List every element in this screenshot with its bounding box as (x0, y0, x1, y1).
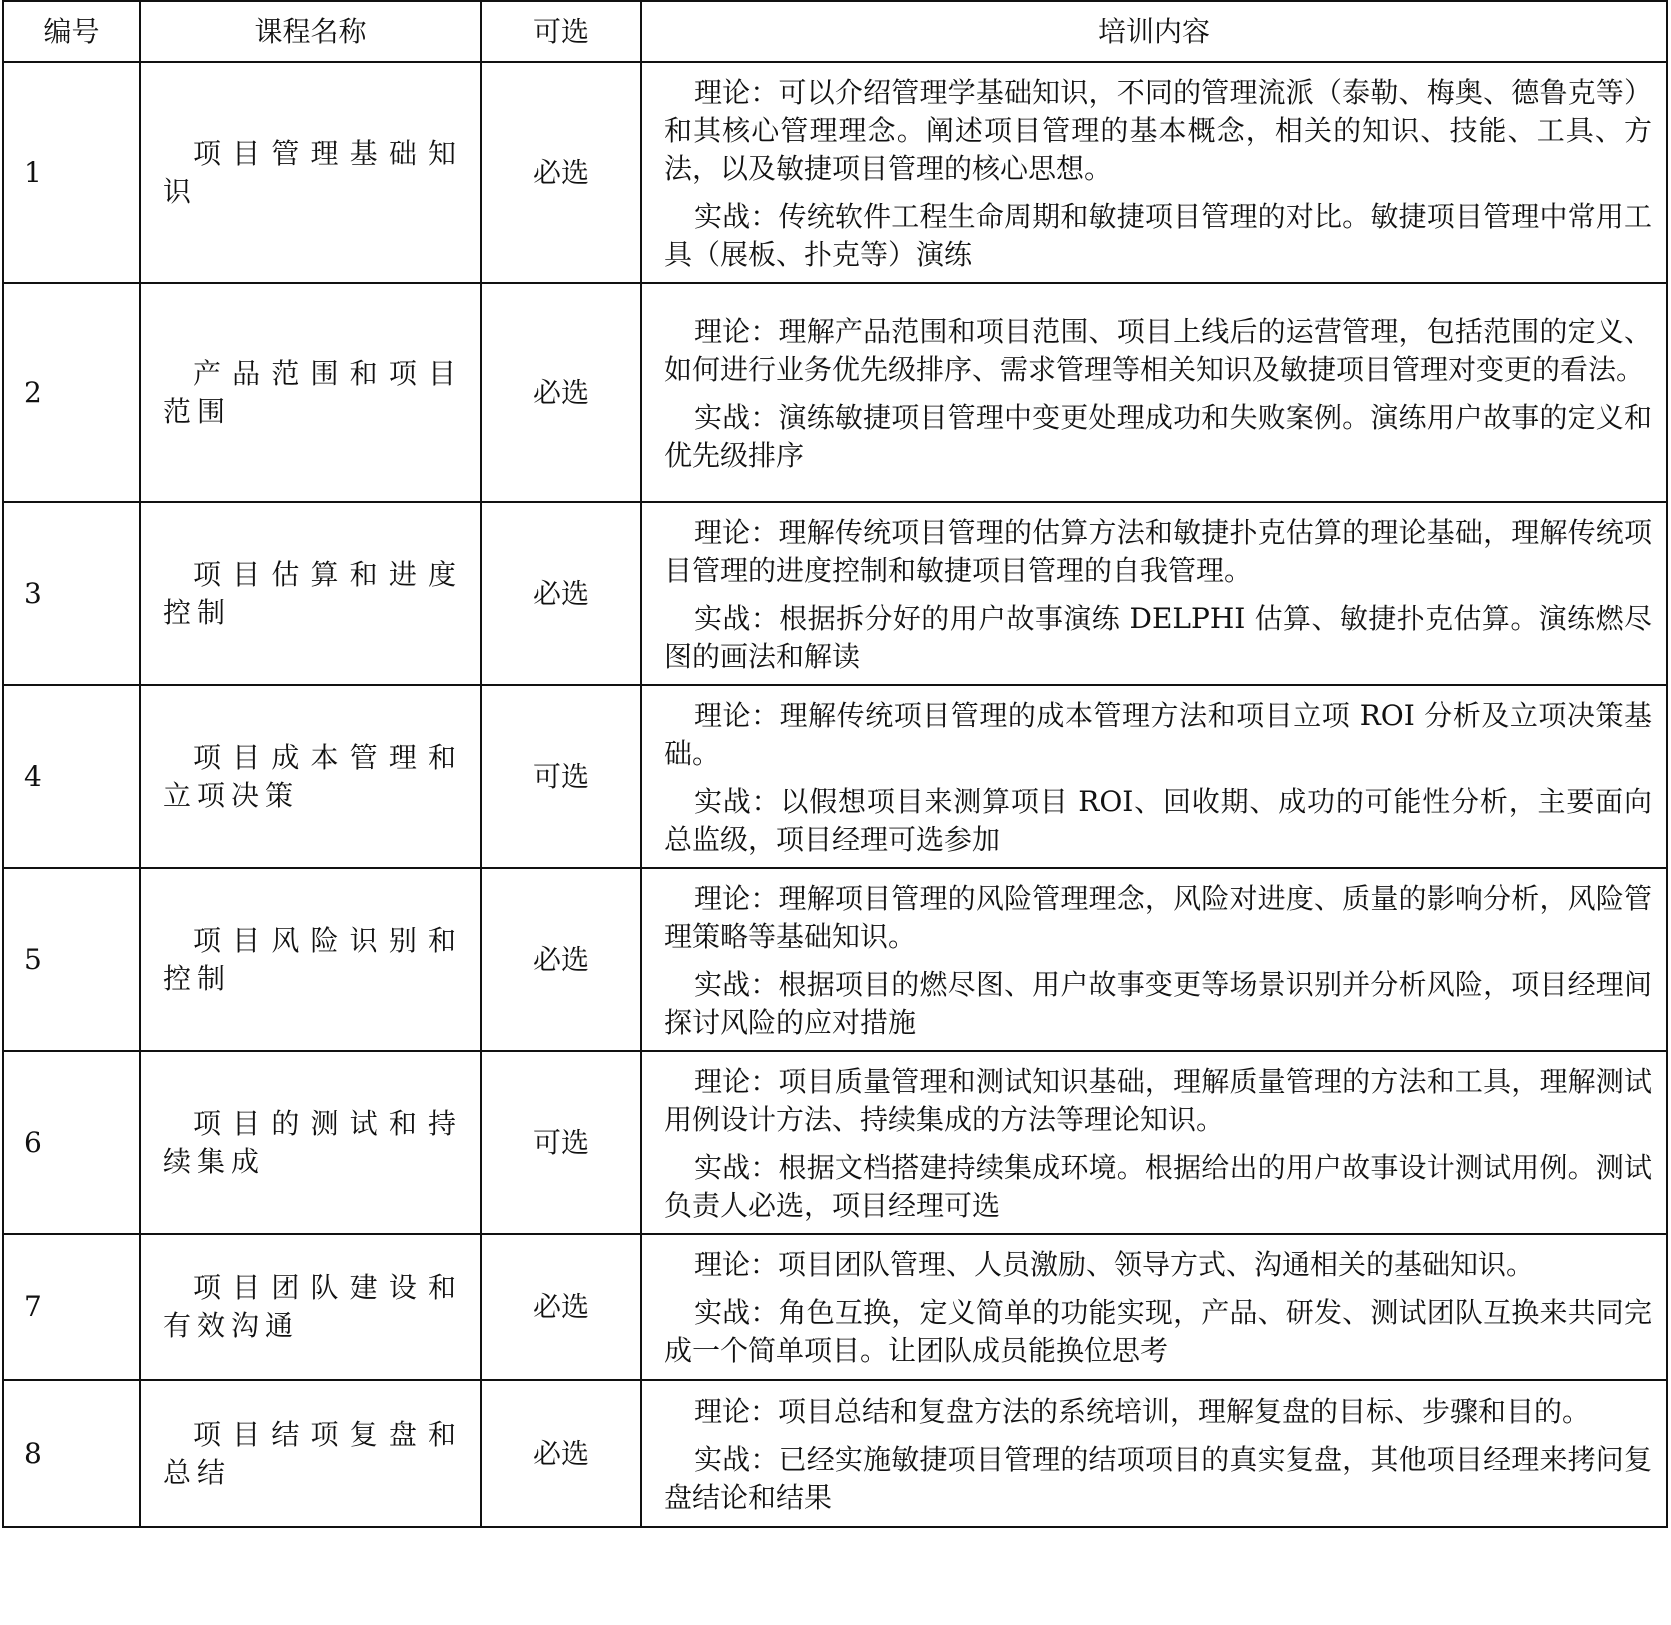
course-name: 产品范围和项目范围 (140, 283, 481, 502)
table-row (3, 1380, 1667, 1527)
row-number: 1 (3, 62, 140, 283)
table-row (3, 1234, 1667, 1380)
course-optional: 必选 (481, 1234, 641, 1380)
theory-text: 理论：理解传统项目管理的成本管理方法和项目立项 ROI 分析及立项决策基础。 (664, 698, 1652, 770)
theory-text: 理论：理解传统项目管理的估算方法和敏捷扑克估算的理论基础，理解传统项目管理的进度控制和敏捷项目管理的自我管理。 (664, 515, 1652, 587)
course-content (641, 62, 1667, 283)
practice-text: 实战：演练敏捷项目管理中变更处理成功和失败案例。演练用户故事的定义和优先级排序 (664, 400, 1652, 472)
table-row (3, 1051, 1667, 1234)
practice-text: 实战：传统软件工程生命周期和敏捷项目管理的对比。敏捷项目管理中常用工具（展板、扑克等）演练 (664, 199, 1652, 271)
header-content: 培训内容 (641, 1, 1667, 62)
course-name: 项目结项复盘和总结 (140, 1380, 481, 1527)
course-optional: 可选 (481, 1051, 641, 1234)
practice-text: 实战：根据文档搭建持续集成环境。根据给出的用户故事设计测试用例。测试负责人必选，项目经理可选 (664, 1150, 1652, 1222)
course-optional: 必选 (481, 502, 641, 685)
theory-text: 理论：项目总结和复盘方法的系统培训，理解复盘的目标、步骤和目的。 (694, 1394, 1591, 1428)
table-row (3, 502, 1667, 685)
header-no: 编号 (3, 1, 140, 62)
course-name: 项目估算和进度控制 (140, 502, 481, 685)
row-number: 8 (3, 1380, 140, 1527)
table-row (3, 685, 1667, 868)
course-name: 项目的测试和持续集成 (140, 1051, 481, 1234)
course-optional: 必选 (481, 868, 641, 1051)
practice-text: 实战：根据项目的燃尽图、用户故事变更等场景识别并分析风险，项目经理间探讨风险的应对措施 (664, 967, 1652, 1039)
table-row (3, 62, 1667, 283)
course-content (641, 283, 1667, 502)
theory-text: 理论：项目团队管理、人员激励、领导方式、沟通相关的基础知识。 (694, 1248, 1535, 1281)
header-row (3, 1, 1667, 62)
practice-text: 实战：根据拆分好的用户故事演练 DELPHI 估算、敏捷扑克估算。演练燃尽图的画法和解读 (664, 601, 1652, 673)
course-table (2, 0, 1668, 1528)
row-number: 3 (3, 502, 140, 685)
row-number: 5 (3, 868, 140, 1051)
course-content (641, 1234, 1667, 1380)
course-optional: 必选 (481, 1380, 641, 1527)
header-optional: 可选 (481, 1, 641, 62)
course-name: 项目成本管理和立项决策 (140, 685, 481, 868)
theory-text: 理论：可以介绍管理学基础知识，不同的管理流派（泰勒、梅奥、德鲁克等）和其核心管理理念。阐述项目管理的基本概念，相关的知识、技能、工具、方法，以及敏捷项目管理的核心思想。 (664, 75, 1652, 185)
course-name: 项目风险识别和控制 (140, 868, 481, 1051)
table-body (3, 62, 1667, 1527)
theory-text: 理论：项目质量管理和测试知识基础，理解质量管理的方法和工具，理解测试用例设计方法、持续集成的方法等理论知识。 (664, 1064, 1652, 1136)
course-name: 项目管理基础知识 (140, 62, 481, 283)
course-optional: 必选 (481, 62, 641, 283)
theory-text: 理论：理解项目管理的风险管理理念，风险对进度、质量的影响分析，风险管理策略等基础知识。 (664, 881, 1652, 953)
header-course-name: 课程名称 (140, 1, 481, 62)
practice-text: 实战：已经实施敏捷项目管理的结项项目的真实复盘，其他项目经理来拷问复盘结论和结果 (664, 1442, 1652, 1514)
table-row (3, 868, 1667, 1051)
row-number: 4 (3, 685, 140, 868)
theory-text: 理论：理解产品范围和项目范围、项目上线后的运营管理，包括范围的定义、如何进行业务优先级排序、需求管理等相关知识及敏捷项目管理对变更的看法。 (664, 314, 1652, 386)
course-content (641, 1380, 1667, 1527)
course-content (641, 868, 1667, 1051)
row-number: 2 (3, 283, 140, 502)
table-header (3, 1, 1667, 62)
course-content (641, 502, 1667, 685)
row-number: 7 (3, 1234, 140, 1380)
course-optional: 可选 (481, 685, 641, 868)
course-optional: 必选 (481, 283, 641, 502)
course-content (641, 1051, 1667, 1234)
practice-text: 实战：以假想项目来测算项目 ROI、回收期、成功的可能性分析，主要面向总监级，项目经理可选参加 (664, 784, 1652, 856)
course-content (641, 685, 1667, 868)
row-number: 6 (3, 1051, 140, 1234)
table-row (3, 283, 1667, 502)
course-name: 项目团队建设和有效沟通 (140, 1234, 481, 1380)
practice-text: 实战：角色互换，定义简单的功能实现，产品、研发、测试团队互换来共同完成一个简单项目。让团队成员能换位思考 (664, 1296, 1652, 1367)
